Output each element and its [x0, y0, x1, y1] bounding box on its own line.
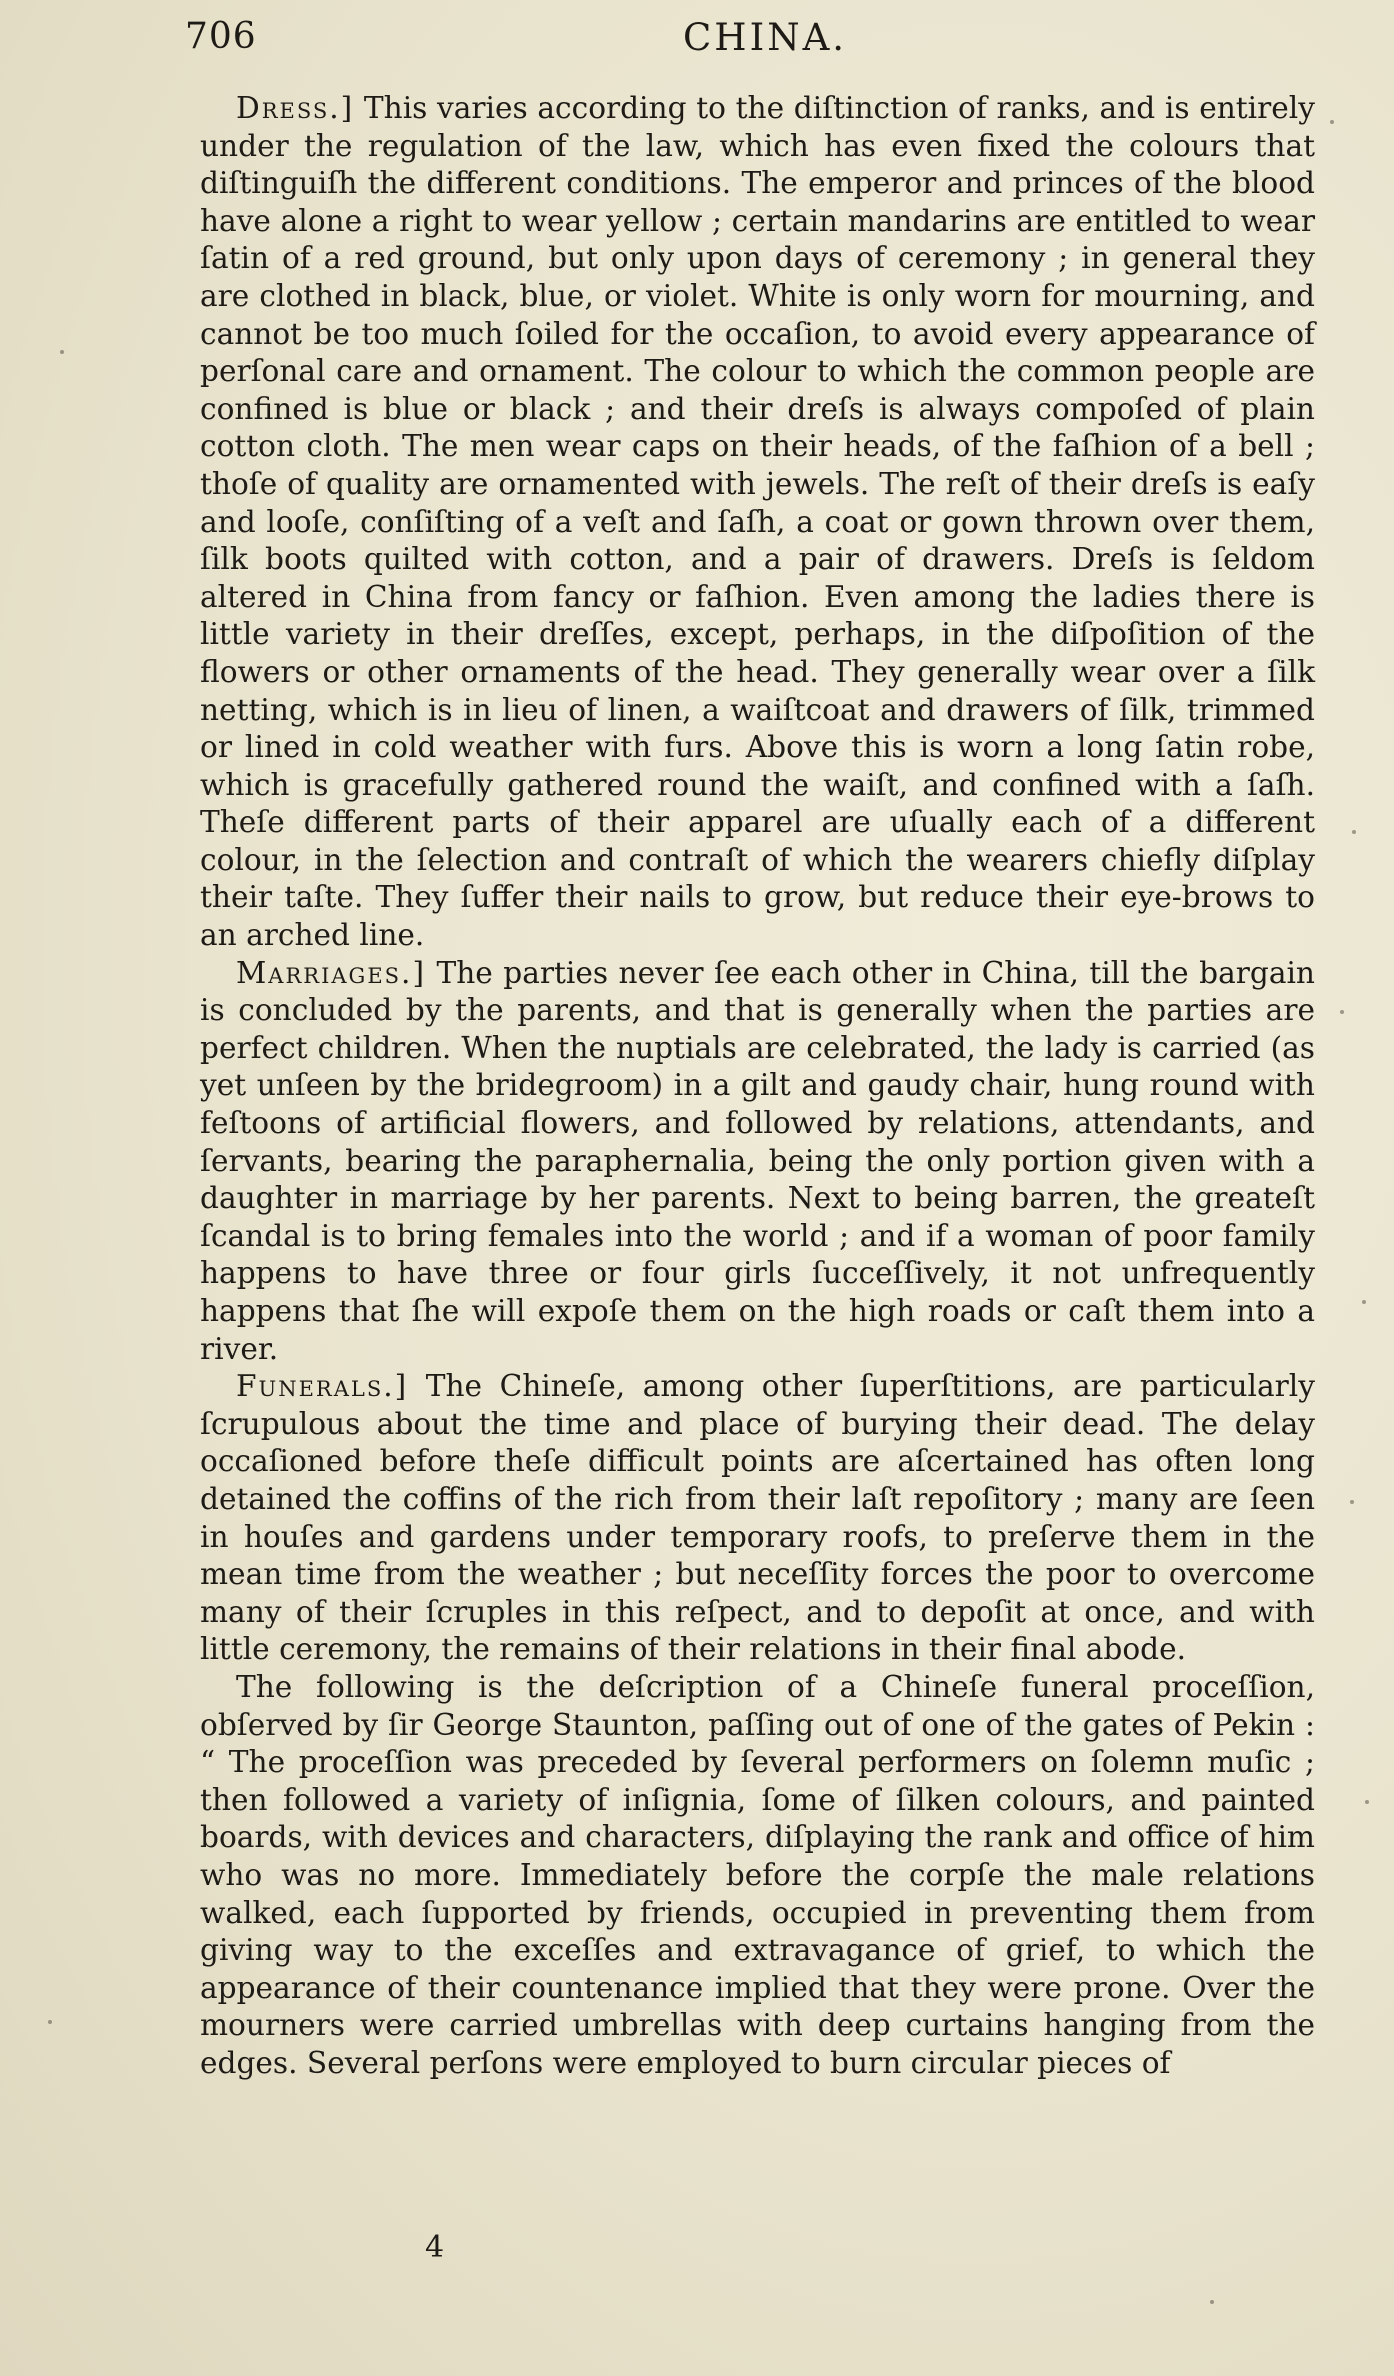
paper-speck	[1330, 120, 1334, 124]
paper-speck	[1350, 1500, 1354, 1504]
paragraph-procession	[200, 1669, 1315, 2083]
paragraph-funerals	[200, 1368, 1315, 1669]
paragraph-text: The Chineſe, among other ſuperſtitions, are particularly ſcrupulous about the time and place of burying their dead. The delay occaſioned before theſe difficult points are aſcertained has often long detained the coffins of the rich from their laſt repoſitory ; many are ſeen in houſes and gardens under temporary roofs, to preſerve them in the mean time from the weather ; but neceſſity forces the poor to overcome many of their ſcruples in this reſpect, and to depoſit at once, and with little ceremony, the remains of their relations in their final abode.	[200, 1369, 1315, 1667]
page-header	[185, 10, 1314, 70]
paper-speck	[1365, 1800, 1369, 1804]
paragraph-text: The following is the deſcription of a Chineſe funeral proceſſion, obſerved by ſir George Staunton, paſſing out of one of the gates of Pekin : “ The proceſſion was preceded by ſeveral performers on ſolemn muſic ; then followed a variety of inſignia, ſome of ſilken colours, and painted boards, with devices and characters, diſplaying the rank and office of him who was no more. Immediately before the corpſe the male relations walked, each ſupported by friends, occupied in preventing them from giving way to the exceſſes and extravagance of grief, to which the appearance of their countenance implied that they were prone. Over the mourners were carried umbrellas with deep curtains hanging from the edges. Several perſons were employed to burn circular pieces of	[200, 1669, 1315, 2080]
paragraph-text: This varies according to the diſtinction of ranks, and is entirely under the regulation of the law, which has even fixed the colours that diſtinguiſh the different conditions. The emperor and princes of the blood have alone a right to wear yellow ; certain mandarins are entitled to wear ſatin of a red ground, but only upon days of ceremony ; in general they are clothed in black, blue, or violet. White is only worn for mourning, and cannot be too much ſoiled for the occaſion, to avoid every appearance of perſonal care and ornament. The colour to which the common people are confined is blue or black ; and their dreſs is always compoſed of plain cotton cloth. The men wear caps on their heads, of the faſhion of a bell ; thoſe of quality are ornamented with jewels. The reſt of their dreſs is eaſy and looſe, conſiſting of a veſt and ſaſh, a coat or gown thrown over them, ſilk boots quilted with cotton, and a pair of drawers. Dreſs is ſeldom altered in China from fancy or faſhion. Even among the ladies there is little variety in their dreſſes, except, perhaps, in the diſpoſition of the flowers or other ornaments of the head. They generally wear over a ſilk netting, which is in lieu of linen, a waiſtcoat and drawers of ſilk, trimmed or lined in cold weather with furs. Above this is worn a long ſatin robe, which is gracefully gathered round the waiſt, and confined with a ſaſh. Theſe different parts of their apparel are uſually each of a different colour, in the ſelection and contraſt of which the wearers chiefly diſplay their taſte. They ſuffer their nails to grow, but reduce their eye-brows to an arched line.	[200, 91, 1315, 953]
running-title: CHINA.	[683, 16, 848, 59]
paper-speck	[1362, 1300, 1366, 1304]
paper-speck	[48, 2020, 52, 2024]
paragraph-text: The parties never ſee each other in China, till the bargain is concluded by the parents, and that is generally when the parties are perfect children. When the nuptials are celebrated, the lady is carried (as yet unſeen by the bridegroom) in a gilt and gaudy chair, hung round with feſtoons of artificial flowers, and followed by relations, attendants, and ſervants, bearing the paraphernalia, being the only portion given with a daughter in marriage by her parents. Next to being barren, the greateſt ſcandal is to bring females into the world ; and if a woman of poor family happens to have three or four girls ſucceſſively, it not unfrequently happens that ſhe will expoſe them on the high roads or caſt them into a river.	[200, 955, 1315, 1366]
paper-speck	[1352, 830, 1356, 834]
section-heading-dress: Dress.]	[236, 91, 355, 125]
body-text	[200, 90, 1315, 2082]
section-heading-funerals: Funerals.]	[236, 1369, 409, 1404]
paper-speck	[60, 350, 64, 354]
section-heading-marriages: Marriages.]	[236, 955, 426, 990]
signature-mark: 4	[425, 2230, 445, 2265]
paper-speck	[1340, 1010, 1344, 1014]
paragraph-marriages	[200, 955, 1315, 1369]
paragraph-dress	[200, 90, 1315, 955]
page-number: 706	[185, 16, 257, 57]
paper-speck	[1210, 2300, 1214, 2304]
